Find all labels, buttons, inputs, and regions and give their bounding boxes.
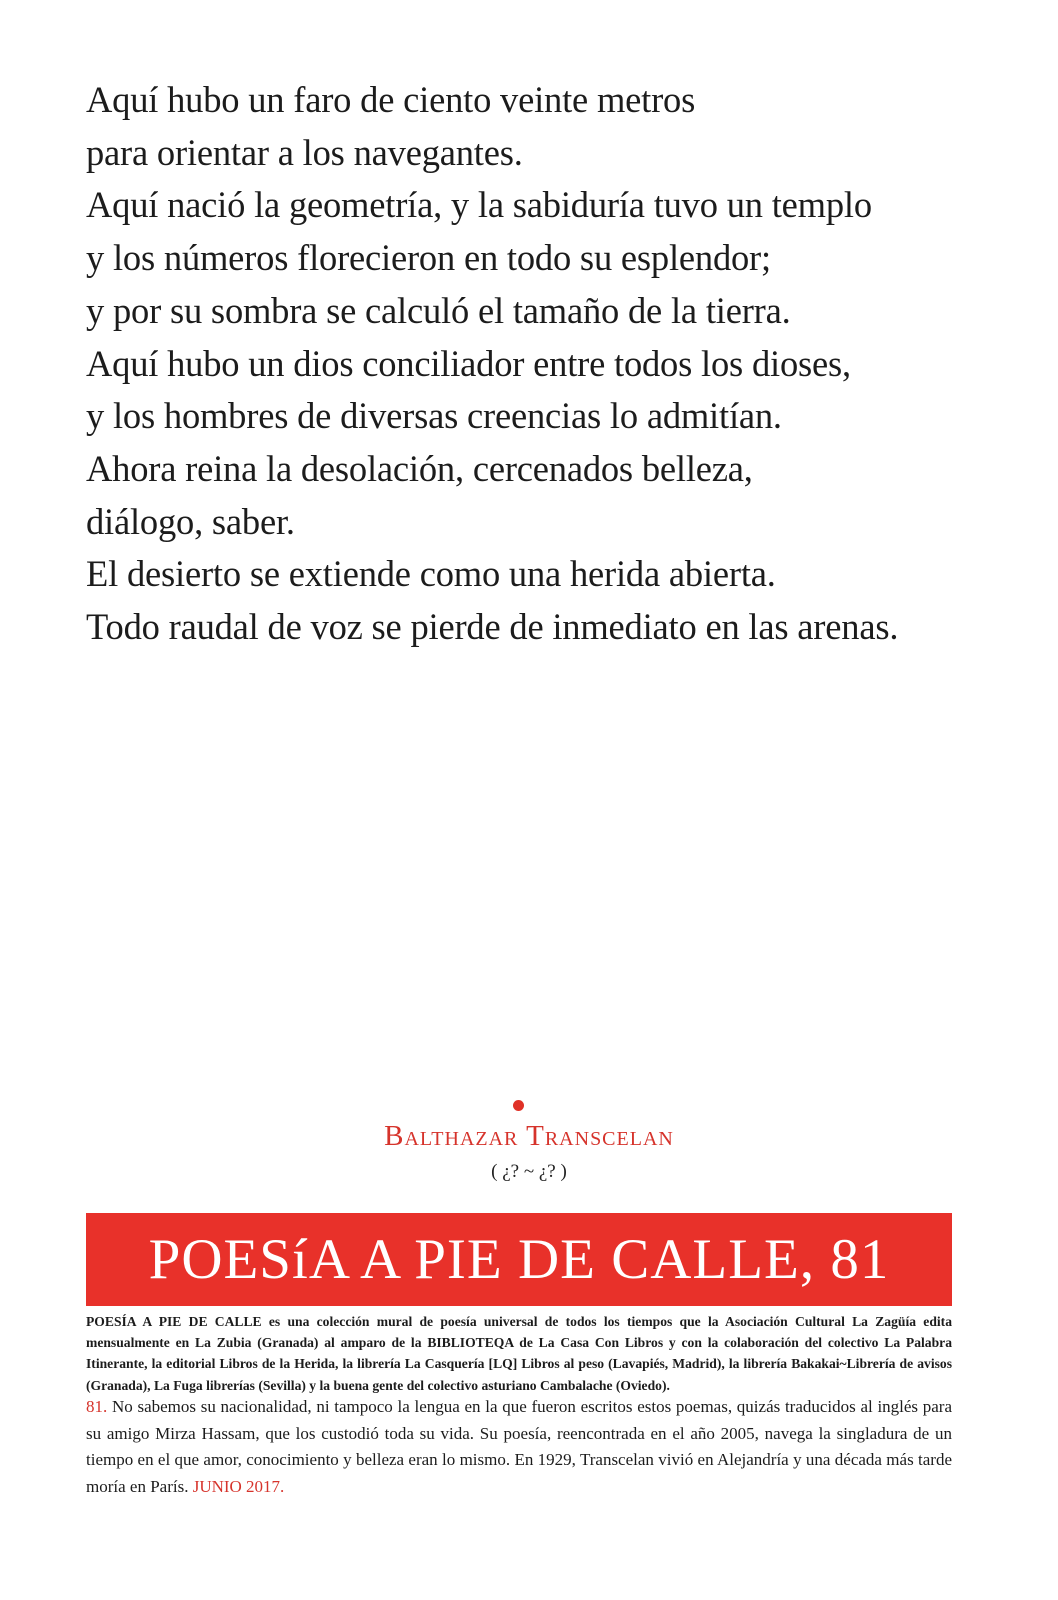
poem-line: Aquí nació la geometría, y la sabiduría tuvo un templo (86, 184, 872, 226)
red-dot-ornament (513, 1100, 524, 1111)
author-credit (0, 1100, 1058, 1185)
poem-line: Aquí hubo un dios conciliador entre todos los dioses, (86, 342, 851, 384)
series-banner (86, 1213, 952, 1306)
poem (86, 74, 986, 654)
colophon (86, 1311, 952, 1396)
poem-line: diálogo, saber. (86, 500, 295, 542)
poem-line: y por su sombra se calculó el tamaño de la tierra. (86, 289, 791, 331)
biographical-note (86, 1394, 952, 1500)
poem-line: Aquí hubo un faro de ciento veinte metros (86, 79, 696, 120)
issue-number: 81. (86, 1397, 108, 1416)
poem-line: y los hombres de diversas creencias lo admitían. (86, 395, 782, 437)
poem-line: Ahora reina la desolación, cercenados belleza, (86, 447, 753, 489)
note-text: No sabemos su nacionalidad, ni tampoco la lengua en la que fueron escritos estos poemas, quizás traducidos al inglés para su amigo Mirza Hassam, que los custodió toda su vida. Su poesía, reencontrada en el año 2005, navega la singladura de un tiempo en el que amor, conocimiento y belleza eran lo mismo. En 1929, Transcelan vivió en Alejandría y una década más tarde moría en París. (86, 1397, 953, 1496)
author-dates: ( ¿? ~ ¿? ) (491, 1161, 567, 1182)
series-title: POESíA A PIE DE CALLE, 81 (148, 1228, 890, 1291)
author-name: Balthazar Transcelan (384, 1120, 674, 1152)
poem-line: Todo raudal de voz se pierde de inmediato en las arenas. (86, 606, 899, 648)
poem-line: El desierto se extiende como una herida abierta. (86, 553, 776, 595)
colophon-text: POESÍA A PIE DE CALLE es una colección mural de poesía universal de todos los tiempos que la Asociación Cultural La Zagüía edita mensualmente en La Zubia (Granada) al amparo de la BIBLIOTEQA de La Casa Con Libros y con la colaboración del colectivo La Palabra Itinerante, la editorial Libros de la Herida, la librería La Casquería [LQ] Libros al peso (Lavapiés, Madrid), la librería Bakakai~Librería de avisos (Granada), La Fuga librerías (Sevilla) y la buena gente del colectivo asturiano Cambalache (Oviedo). (86, 1314, 952, 1393)
poem-line: y los números florecieron en todo su esplendor; (86, 237, 771, 279)
poem-line: para orientar a los navegantes. (86, 131, 523, 173)
issue-date: JUNIO 2017. (192, 1476, 285, 1496)
